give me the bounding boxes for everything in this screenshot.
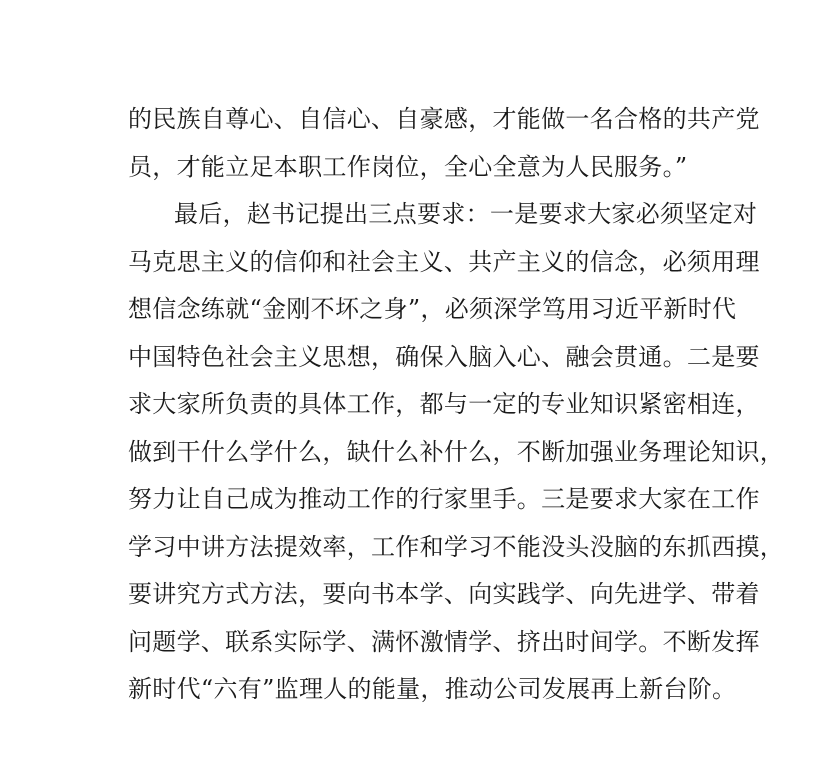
text-line: 求大家所负责的具体工作，都与一定的专业知识紧密相连， bbox=[128, 390, 760, 418]
text-line: 新时代“六有”监理人的能量，推动公司发展再上新台阶。 bbox=[128, 675, 737, 703]
document-body bbox=[128, 96, 785, 714]
text-line: 努力让自己成为推动工作的行家里手。三是要求大家在工作 bbox=[128, 485, 760, 513]
text-line: 的民族自尊心、自信心、自豪感，才能做一名合格的共产党 bbox=[128, 105, 760, 133]
text-line: 马克思主义的信仰和社会主义、共产主义的信念，必须用理 bbox=[128, 247, 760, 276]
text-line: 问题学、联系实际学、满怀激情学、挤出时间学。不断发挥 bbox=[128, 627, 760, 656]
text-line: 想信念练就“金刚不坏之身”，必须深学笃用习近平新时代 bbox=[128, 295, 737, 323]
paragraph-first-line: 最后，赵书记提出三点要求：一是要求大家必须坚定对 bbox=[174, 200, 758, 228]
text-line: 做到干什么学什么，缺什么补什么，不断加强业务理论知识， bbox=[128, 437, 785, 466]
text-line: 员，才能立足本职工作岗位，全心全意为人民服务。” bbox=[128, 152, 688, 181]
text-line: 要讲究方式方法，要向书本学、向实践学、向先进学、带着 bbox=[128, 580, 760, 608]
text-line: 学习中讲方法提效率，工作和学习不能没头没脑的东抓西摸， bbox=[128, 532, 785, 561]
text-line: 中国特色社会主义思想，确保入脑入心、融会贯通。二是要 bbox=[128, 342, 760, 371]
